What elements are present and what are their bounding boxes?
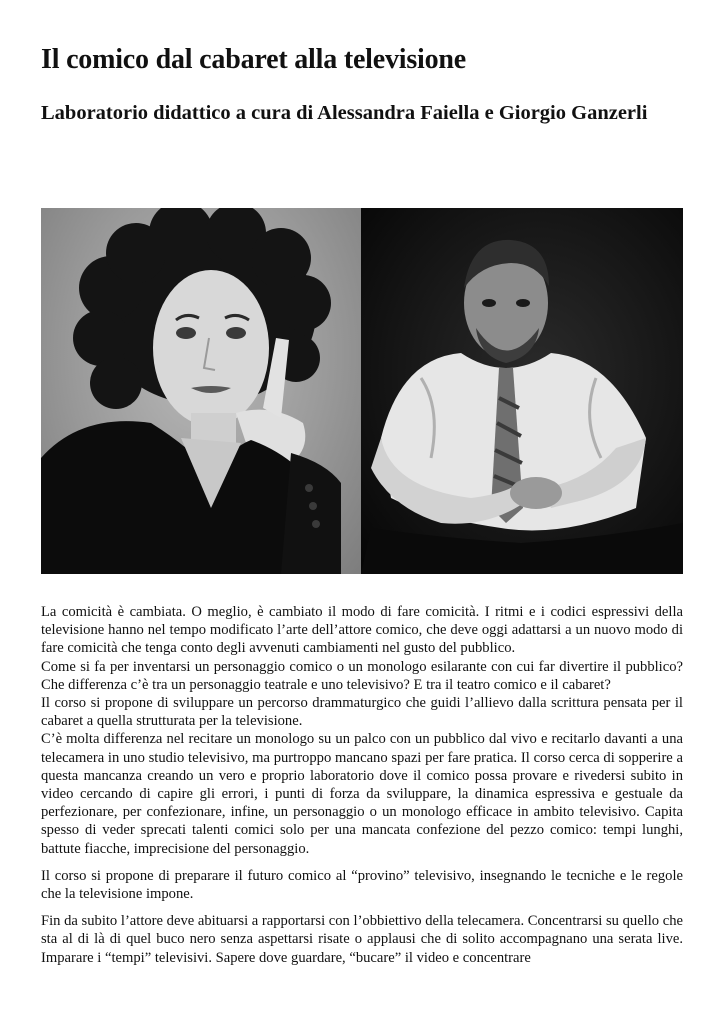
paragraph: La comicità è cambiata. O meglio, è cambiato il modo di fare comicità. I ritmi e i codici espressivi della televisione hanno nel tempo modificato l’arte dell’attore comico, che deve oggi adattarsi a un nuovo modo di fare comicità che tenga conto degli avvenuti cambiamenti nel gusto del pubblico.: [41, 604, 683, 657]
paragraph: Come si fa per inventarsi un personaggio comico o un monologo esilarante con cui far divertire il pubblico? Che differenza c’è tra un personaggio teatrale e uno televisivo? E tra il teatro comico e il cabaret?: [41, 658, 683, 693]
paragraph: Fin da subito l’attore deve abituarsi a rapportarsi con l’obbiettivo della telecamera. Concentrarsi su quello che sta al di là di quel buco nero senza aspettarsi risate o applausi che di solito accompagnano una serata live. Imparare i “tempi” televisivi. Sapere dove guardare, “bucare” il video e concentrare: [41, 913, 683, 966]
paragraph: Il corso si propone di sviluppare un percorso drammaturgico che guidi l’allievo dalla scrittura pensata per il cabaret a quella strutturata per la televisione.: [41, 695, 683, 730]
document-subtitle: Laboratorio didattico a cura di Alessandra Faiella e Giorgio Ganzerli: [41, 102, 648, 124]
portrait-woman-image: [41, 208, 361, 574]
body-text: [41, 603, 683, 967]
photo-alessandra-faiella: [41, 208, 361, 574]
paragraph: C’è molta differenza nel recitare un monologo su un palco con un pubblico dal vivo e recitarlo davanti a una telecamera in uno studio televisivo, ma purtroppo mancano spazi per fare pratica. Il corso cerca di sopperire a questa mancanza creando un vero e proprio laboratorio dove il comico possa provare e rivedersi subito in video cercando di capire gli errori, i punti di forza da sviluppare, la dinamica espressiva e gestuale da perfezionare, per confezionare, infine, un personaggio o un monologo efficace in ambito televisivo. Capita spesso di veder sprecati talenti comici solo per una mancata confezione del pezzo comico: tempi lunghi, battute fiacche, imprecisione del personaggio.: [41, 731, 683, 857]
photo-giorgio-ganzerli: [361, 208, 683, 574]
document-title: Il comico dal cabaret alla televisione: [41, 44, 467, 75]
paragraph: Il corso si propone di preparare il futuro comico al “provino” televisivo, insegnando le tecniche e le regole che la televisione impone.: [41, 867, 683, 903]
portrait-man-image: [361, 208, 683, 574]
